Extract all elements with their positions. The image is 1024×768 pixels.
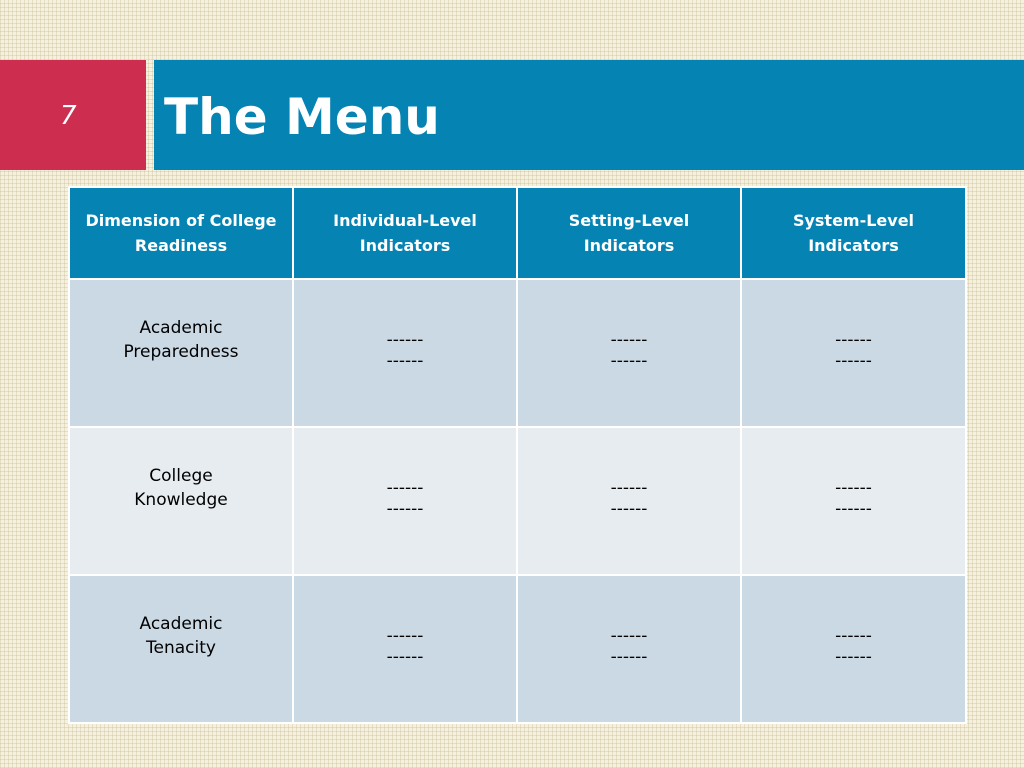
indicator-cell xyxy=(741,427,966,575)
menu-table-container xyxy=(68,186,965,724)
dimension-cell xyxy=(69,575,293,723)
indicator-placeholder: ------ xyxy=(835,478,872,498)
menu-table xyxy=(68,186,967,724)
indicator-placeholder: ------ xyxy=(835,330,872,350)
indicator-cell xyxy=(517,427,741,575)
indicator-cell xyxy=(517,279,741,427)
indicator-cell xyxy=(517,575,741,723)
dimension-label-line: Academic xyxy=(139,318,223,338)
indicator-cell xyxy=(741,575,966,723)
indicator-placeholder: ------ xyxy=(386,626,424,646)
indicator-placeholder: ------ xyxy=(835,647,872,667)
header-dimension: Dimension of College Readiness xyxy=(69,187,293,279)
indicator-cell xyxy=(293,279,517,427)
dimension-cell xyxy=(69,279,293,427)
dimension-label-line: College xyxy=(149,466,213,486)
header-system-level: System-Level Indicators xyxy=(741,187,966,279)
table-row xyxy=(69,279,966,427)
header-setting-level: Setting-Level Indicators xyxy=(517,187,741,279)
indicator-cell xyxy=(293,575,517,723)
indicator-placeholder: ------ xyxy=(610,330,648,350)
indicator-placeholder: ------ xyxy=(835,351,872,371)
indicator-placeholder: ------ xyxy=(610,647,648,667)
table-row xyxy=(69,575,966,723)
table-row xyxy=(69,427,966,575)
indicator-cell xyxy=(741,279,966,427)
header-individual-level: Individual-Level Indicators xyxy=(293,187,517,279)
indicator-cell xyxy=(293,427,517,575)
indicator-placeholder: ------ xyxy=(386,351,424,371)
indicator-placeholder: ------ xyxy=(835,626,872,646)
indicator-placeholder: ------ xyxy=(835,499,872,519)
table-header-row xyxy=(69,187,966,279)
indicator-placeholder: ------ xyxy=(386,647,424,667)
dimension-label-line: Academic xyxy=(139,614,223,634)
indicator-placeholder: ------ xyxy=(386,499,424,519)
dimension-label-line: Tenacity xyxy=(146,638,216,658)
indicator-placeholder: ------ xyxy=(610,478,648,498)
indicator-placeholder: ------ xyxy=(610,351,648,371)
dimension-label-line: Knowledge xyxy=(134,490,228,510)
slide-number: 7 xyxy=(60,101,77,131)
indicator-placeholder: ------ xyxy=(386,478,424,498)
dimension-label-line: Preparedness xyxy=(123,342,239,362)
dimension-cell xyxy=(69,427,293,575)
indicator-placeholder: ------ xyxy=(386,330,424,350)
slide-title: The Menu xyxy=(164,88,440,146)
indicator-placeholder: ------ xyxy=(610,499,648,519)
indicator-placeholder: ------ xyxy=(610,626,648,646)
